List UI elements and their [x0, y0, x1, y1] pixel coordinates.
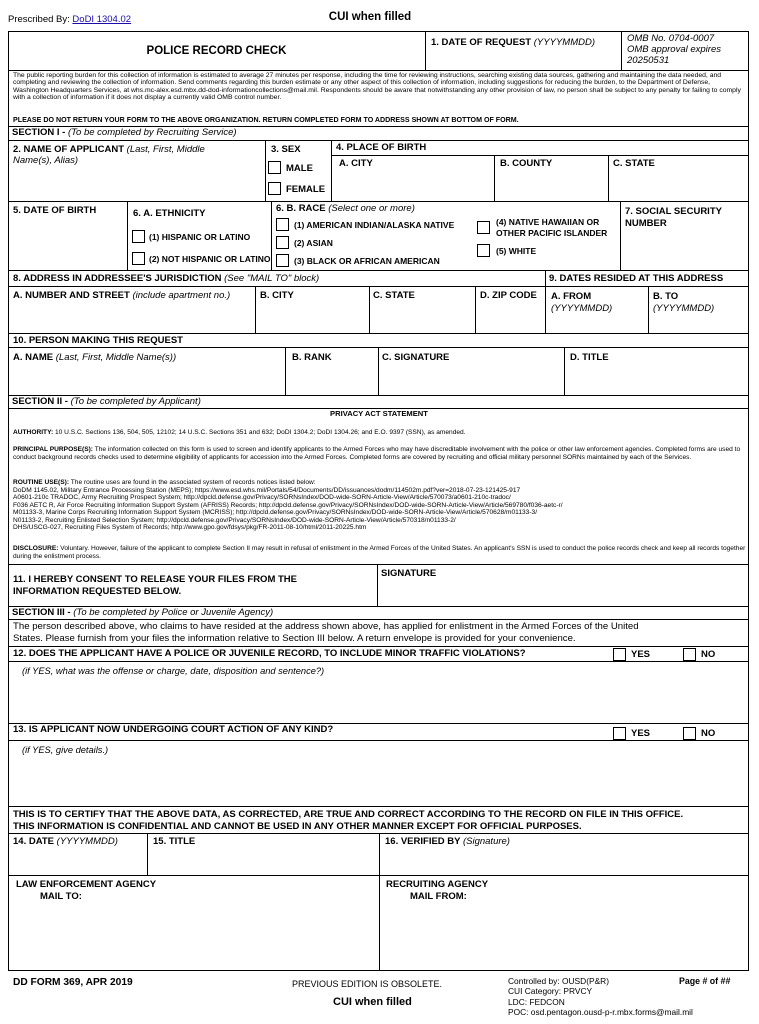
q13-details-input[interactable] — [12, 760, 746, 802]
authority-paragraph: AUTHORITY: 10 U.S.C. Sections 136, 504, 505, 12102; 14 U.S.C. Sections 351 and 632; DoDI 1304.2; DoDI 1304.26; and E.O. 9397 (SSN), as amended. — [13, 429, 466, 436]
dob-input[interactable] — [12, 222, 124, 244]
pob-city-input[interactable] — [336, 174, 491, 198]
place-of-birth-label: 4. PLACE OF BIRTH — [336, 142, 427, 153]
applicant-name-label: 2. NAME OF APPLICANT (Last, First, Middle Name(s), Alias) — [13, 144, 205, 166]
street-input[interactable] — [12, 306, 252, 330]
zip-code-label: D. ZIP CODE — [480, 290, 537, 301]
recruiting-agency-mail-from: RECRUITING AGENCY MAIL FROM: — [386, 879, 489, 903]
to-label: B. TO (YYYYMMDD) — [653, 291, 715, 315]
section1-title: SECTION I - (To be completed by Recruiting Service) — [12, 127, 237, 138]
sex-female-label: FEMALE — [286, 184, 326, 195]
address-state-input[interactable] — [372, 306, 473, 330]
person-name-label: A. NAME (Last, First, Middle Name(s)) — [13, 352, 177, 363]
q12-yes-checkbox[interactable] — [613, 648, 626, 661]
race-white-checkbox[interactable] — [477, 244, 490, 257]
cui-header: CUI when filled — [328, 11, 412, 23]
return-instructions: PLEASE DO NOT RETURN YOUR FORM TO THE ABOVE ORGANIZATION. RETURN COMPLETED FORM TO ADDRESS SHOWN AT BOTTOM OF FORM. — [13, 116, 519, 124]
cui-controls — [508, 976, 693, 1017]
routine-use-line: DoDM 1145.02, Military Entrance Processing Station (MEPS); https://www.esd.whs.mil/Portals/54/Documents/DD/issuances/dodm/114502m.pdf?ver=2018-07-23-121425-917 — [13, 486, 521, 494]
law-enforcement-address-input[interactable] — [40, 906, 370, 966]
ethnicity-label: 6. A. ETHNICITY — [133, 208, 206, 219]
person-rank-input[interactable] — [288, 368, 376, 392]
q12-no-label: NO — [701, 649, 716, 660]
race-black-checkbox[interactable] — [276, 254, 289, 267]
q13-no-checkbox[interactable] — [683, 727, 696, 740]
ethnicity-hispanic-label: (1) HISPANIC OR LATINO — [149, 232, 251, 242]
race-native-hawaiian-label: (4) NATIVE HAWAIIAN OR OTHER PACIFIC ISLANDER — [496, 217, 608, 238]
q12-yes-label: YES — [631, 649, 651, 660]
q12-details-input[interactable] — [12, 680, 746, 720]
person-signature-field[interactable] — [381, 368, 561, 392]
poc-email: POC: osd.pentagon.ousd-p-r.mbx.forms@mail.mil — [508, 1006, 693, 1017]
pob-state-input[interactable] — [611, 174, 746, 198]
recruiting-agency-address-input[interactable] — [410, 906, 744, 966]
burden-statement: The public reporting burden for this collection of information is estimated to average 27 minutes per response, including the time for reviewing instructions, searching existing data sources, gathering and maintaining the data needed, and completing and reviewing the collection of information. Send comments regarding this burden estimate or any other aspect of this collection of information, including suggestions for reducing the burden, to the Department of Defense, Washington Headquarters Services, at whs.mc-alex.esd.mbx.dd-dod-informationcollections@mail.mil. Respondents should be aware that notwithstanding any other provision of law, no person shall be subject to any penalty for failing to comply with a collection of information if it does not display a currently valid OMB control number. — [13, 72, 741, 101]
q13-hint: (if YES, give details.) — [22, 745, 109, 755]
pob-county-label: B. COUNTY — [500, 158, 553, 169]
disclosure-paragraph: DISCLOSURE: Voluntary. However, failure of the applicant to complete Section II may result in refusal of enlistment in the Armed Forces of the United States. An applicant's SSN is used to conduct the police records check and keep all records together during the enlistment process. — [13, 545, 746, 560]
ethnicity-not-hispanic-label: (2) NOT HISPANIC OR LATINO — [149, 254, 271, 264]
ethnicity-not-hispanic-checkbox[interactable] — [132, 252, 145, 265]
omb-expires-date: 20250531 — [627, 55, 670, 67]
race-american-indian-label: (1) AMERICAN INDIAN/ALASKA NATIVE — [294, 220, 455, 230]
q12-hint: (if YES, what was the offense or charge, date, disposition and sentence?) — [22, 666, 325, 676]
pob-city-label: A. CITY — [339, 158, 373, 169]
date-of-request-input[interactable] — [428, 52, 618, 68]
certify-date-input[interactable] — [12, 851, 144, 873]
race-black-label: (3) BLACK OR AFRICAN AMERICAN — [294, 256, 440, 266]
privacy-act-title: PRIVACY ACT STATEMENT — [330, 409, 428, 418]
ldc: LDC: FEDCON — [508, 996, 565, 1007]
race-native-hawaiian-checkbox[interactable] — [477, 221, 490, 234]
verified-by-label: 16. VERIFIED BY (Signature) — [385, 836, 510, 847]
ssn-input[interactable] — [623, 238, 746, 260]
omb-info — [627, 33, 721, 67]
section2-title: SECTION II - (To be completed by Applicant) — [12, 396, 201, 407]
address-city-label: B. CITY — [260, 290, 294, 301]
cui-footer: CUI when filled — [333, 996, 412, 1008]
section3-intro: The person described above, who claims to have resided at the address shown above, has applied for enlistment in the Armed Forces of the United States. Please furnish from your files the information relative to Section III below. A return envelope is provided for your convenience. — [13, 621, 639, 645]
section3-title: SECTION III - (To be completed by Police or Juvenile Agency) — [12, 607, 274, 618]
address-city-input[interactable] — [258, 306, 366, 330]
pob-state-label: C. STATE — [613, 158, 655, 169]
race-white-label: (5) WHITE — [496, 246, 537, 256]
omb-expires-label: OMB approval expires — [627, 44, 721, 56]
routine-use-line: M01133-3, Marine Corps Recruiting Information Support System (MCRISS); http://dpcld.defense.gov/Privacy/SORNsIndex/DOD-wide-SORN-Article-View/Article/570628/m01133-3/ — [13, 509, 538, 517]
prescribed-by-link[interactable]: DoDI 1304.02 — [72, 14, 132, 25]
omb-number: OMB No. 0704-0007 — [627, 33, 715, 44]
cui-category: CUI Category: PRVCY — [508, 986, 593, 997]
certify-date-label: 14. DATE (YYYYMMDD) — [13, 836, 118, 847]
dates-resided-label: 9. DATES RESIDED AT THIS ADDRESS — [549, 273, 724, 284]
page-number: Page # of ## — [679, 976, 731, 986]
routine-use-line: N01133-2, Recruiting Enlisted Selection System; http://dpcld.defense.gov/Privacy/SORNsIndex/DOD-wide-SORN-Article-View/Article/570318/n01133-2/ — [13, 516, 456, 524]
address-state-label: C. STATE — [373, 290, 415, 301]
person-title-input[interactable] — [567, 368, 747, 392]
applicant-name-input[interactable] — [12, 174, 262, 198]
routine-use-line: DHS/USCG-027, Recruiting Files System of Records; http://www.gpo.gov/fdsys/pkg/FR-2011-08-10/html/2011-20225.htm — [13, 524, 367, 532]
q13-yes-checkbox[interactable] — [613, 727, 626, 740]
date-of-request-label: 1. DATE OF REQUEST (YYYYMMDD) — [431, 37, 595, 48]
person-making-request-label: 10. PERSON MAKING THIS REQUEST — [13, 335, 183, 346]
address-label: 8. ADDRESS IN ADDRESSEE'S JURISDICTION (See "MAIL TO" block) — [13, 273, 320, 284]
street-label: A. NUMBER AND STREET (include apartment no.) — [13, 290, 231, 301]
q12-no-checkbox[interactable] — [683, 648, 696, 661]
certification-statement: THIS IS TO CERTIFY THAT THE ABOVE DATA, AS CORRECTED, ARE TRUE AND CORRECT ACCORDING TO THE RECORD ON FILE IN THIS OFFICE. THIS INFORMATION IS CONFIDENTIAL AND CANNOT BE USED IN ANY OTHER MANNER EXCEPT FOR OFFICIAL PURPOSES. — [13, 809, 684, 833]
dob-label: 5. DATE OF BIRTH — [13, 205, 97, 216]
applicant-signature-label: SIGNATURE — [381, 568, 437, 579]
form-title: POLICE RECORD CHECK — [146, 45, 287, 57]
person-title-label: D. TITLE — [570, 352, 609, 363]
zip-code-input[interactable] — [478, 306, 542, 330]
routine-use-line: F036 AETC R, Air Force Recruiting Information Support System (AFRISS) Records; http://dpcld.defense.gov/Privacy/SORNsIndex/DOD-wide-SORN-Article-View/Article/569780/f036-aetc-r/ — [13, 501, 563, 509]
race-american-indian-checkbox[interactable] — [276, 218, 289, 231]
verified-by-signature-field[interactable] — [382, 851, 746, 873]
controlled-by: Controlled by: OUSD(P&R) — [508, 976, 609, 986]
obsolete-notice: PREVIOUS EDITION IS OBSOLETE. — [292, 979, 443, 989]
certify-title-label: 15. TITLE — [153, 836, 196, 847]
sex-label: 3. SEX — [271, 144, 301, 155]
from-label: A. FROM (YYYYMMDD) — [551, 291, 613, 315]
principal-purpose-paragraph: PRINCIPAL PURPOSE(S): The information collected on this form is used to screen and identify applicants to the Armed Forces who may have discreditable involvement with the police or other law enforcement agencies. Completed forms are used to conduct background records checks used to determine eligibility of applicants for accession into the Armed Forces. Completed forms are covered by recruiting and official military personnel SORNs maintained by each of the Services. — [13, 446, 741, 461]
form-identifier: DD FORM 369, APR 2019 — [13, 977, 133, 988]
routine-uses-paragraph: ROUTINE USE(S): The routine uses are found in the associated system of records notices listed below: DoDM 1145.02, Military Entrance Processing Station (MEPS); https://www.esd.whs.mil/Portals/54/Documents/DD/issuances/dodm/114502m.pdf?ver=2018-07-23-121425-917 A0601-210c TRADOC, Army Recruiting Prospect System; http://dpcld.defense.gov/Privacy/SORNsIndex/DOD-wide-SORN-Article-View/Article/570073/a0601-210c-tradoc/ F036 AETC R, Air Force Recruiting Information Support System (AFRISS) Records; http://dpcld.defense.gov/Privacy/SORNsIndex/DOD-wide-SORN-Article-View/Article/569780/f036-aetc-r/ M01133-3, Marine Corps Recruiting Information Support System (MCRISS); http://dpcld.defense.gov/Privacy/SORNsIndex/DOD-wide-SORN-Article-View/Article/570628/m01133-3/ N01133-2, Recruiting Enlisted Selection System; http://dpcld.defense.gov/Privacy/SORNsIndex/DOD-wide-SORN-Article-View/Article/570318/n01133-2/ DHS/USCG-027, Recruiting Files System of Records; http://www.gpo.gov/fdsys/pkg/FR-2011-08-10/html/2011-20225.htm — [13, 479, 746, 532]
law-enforcement-mail-to: LAW ENFORCEMENT AGENCY MAIL TO: — [16, 879, 157, 903]
pob-county-input[interactable] — [497, 174, 605, 198]
race-asian-label: (2) ASIAN — [294, 238, 333, 248]
applicant-signature-field[interactable] — [380, 583, 746, 604]
question-12: 12. DOES THE APPLICANT HAVE A POLICE OR JUVENILE RECORD, TO INCLUDE MINOR TRAFFIC VIOLATIONS? — [13, 648, 526, 659]
person-rank-label: B. RANK — [292, 352, 332, 363]
sex-female-checkbox[interactable] — [268, 182, 281, 195]
person-signature-label: C. SIGNATURE — [382, 352, 450, 363]
routine-use-line: A0601-210c TRADOC, Army Recruiting Prospect System; http://dpcld.defense.gov/Privacy/SORNsIndex/DOD-wide-SORN-Article-View/Article/570073/a0601-210c-tradoc/ — [13, 494, 511, 502]
sex-male-checkbox[interactable] — [268, 161, 281, 174]
ethnicity-hispanic-checkbox[interactable] — [132, 230, 145, 243]
ssn-label: 7. SOCIAL SECURITY NUMBER — [625, 206, 722, 230]
consent-statement: 11. I HEREBY CONSENT TO RELEASE YOUR FILES FROM THE INFORMATION REQUESTED BELOW. — [13, 574, 297, 598]
race-label: 6. B. RACE (Select one or more) — [276, 203, 415, 214]
person-name-input[interactable] — [12, 368, 282, 392]
sex-male-label: MALE — [286, 163, 313, 174]
q13-no-label: NO — [701, 728, 716, 739]
certify-title-input[interactable] — [150, 851, 376, 873]
q13-yes-label: YES — [631, 728, 651, 739]
question-13: 13. IS APPLICANT NOW UNDERGOING COURT ACTION OF ANY KIND? — [13, 724, 334, 735]
prescribed-by-label: Prescribed By: — [8, 14, 70, 25]
race-asian-checkbox[interactable] — [276, 236, 289, 249]
